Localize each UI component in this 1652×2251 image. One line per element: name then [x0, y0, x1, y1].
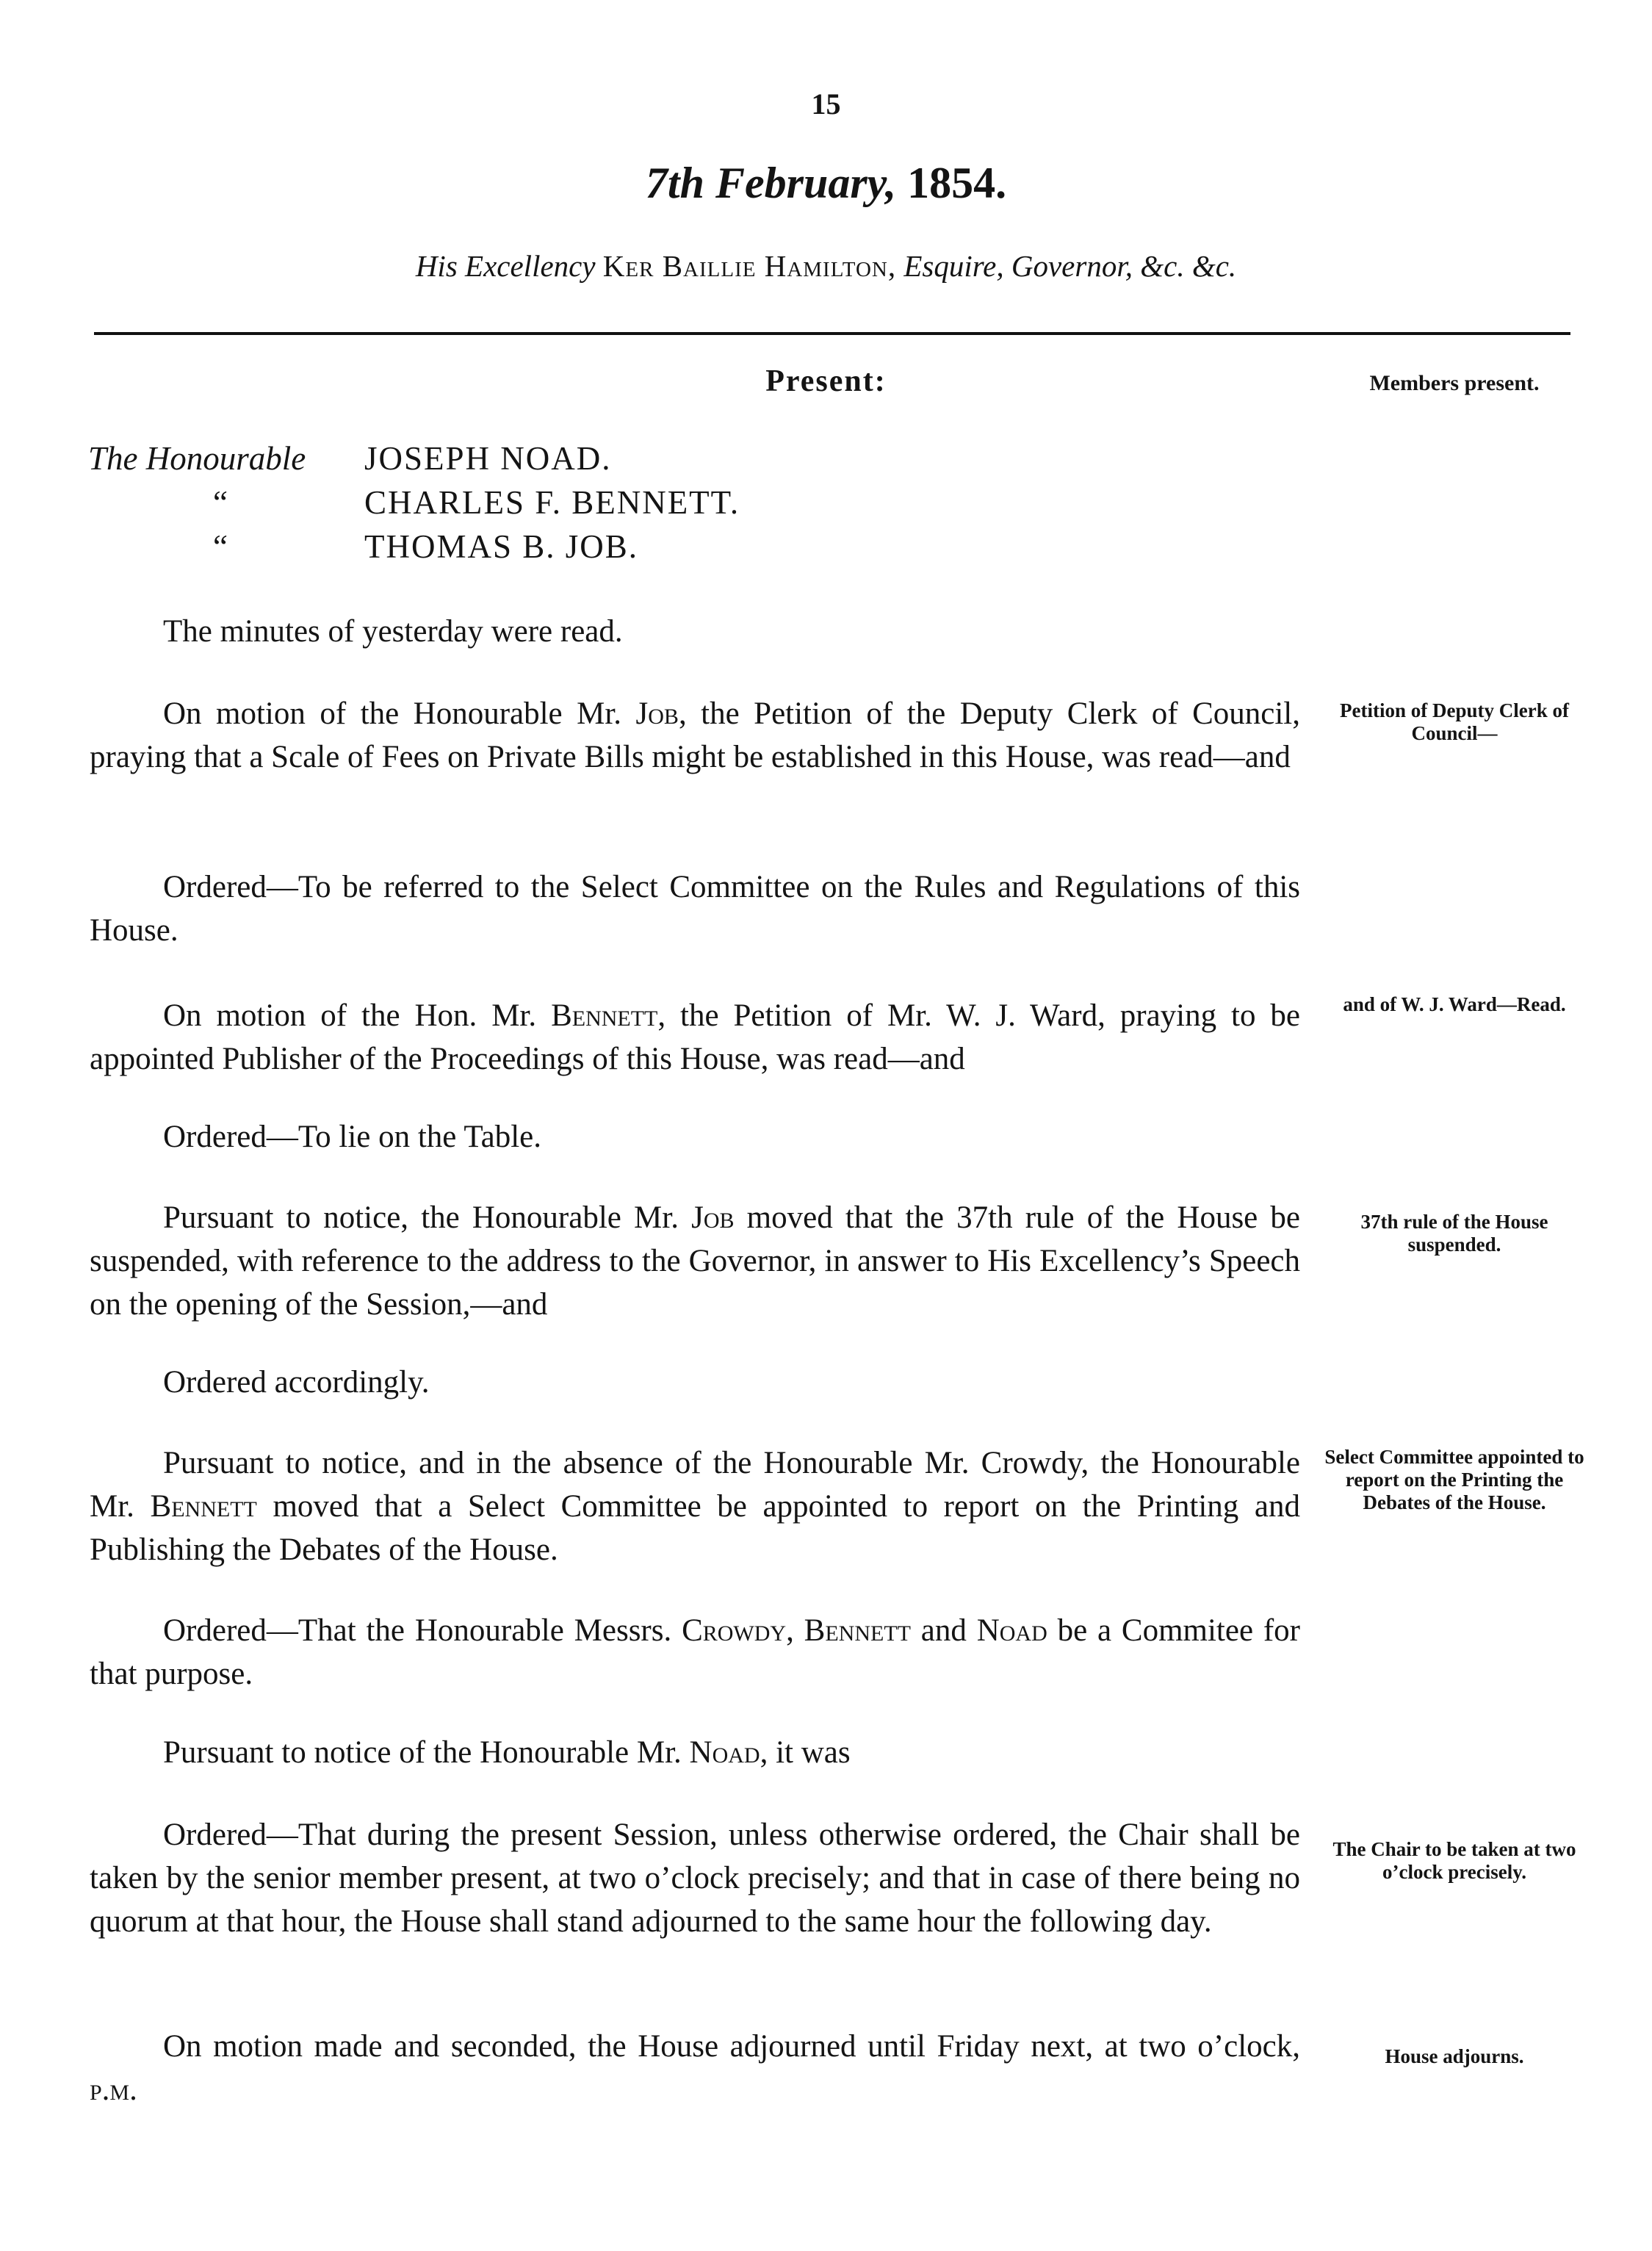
- margin-note-house-adjourns: House adjourns.: [1385, 2045, 1524, 2067]
- paragraph-text: ,: [786, 1613, 804, 1648]
- member-row: [88, 525, 1337, 569]
- paragraph-text: , the Petition of the Deputy Clerk of Council, praying that a Scale of Fees on Private Bills might be established in this House, was read—and: [90, 696, 1300, 774]
- paragraph-text: Ordered—To lie on the Table.: [163, 1120, 541, 1154]
- sitting-date-year: 1854.: [907, 159, 1007, 207]
- paragraph-text: and: [910, 1613, 977, 1648]
- margin-note-ward-read: and of W. J. Ward—Read.: [1343, 993, 1566, 1015]
- page-number: 15: [811, 87, 841, 120]
- member-name: CHARLES F. BENNETT.: [364, 484, 740, 521]
- paragraph-text: moved that a Select Committee be appointed to report on the Printing and Publishing the Debates of the House.: [90, 1489, 1300, 1567]
- rule-suspended-paragraph: [90, 1196, 1300, 1326]
- member-surname: Crowdy: [682, 1613, 787, 1648]
- member-surname: Bennett: [551, 998, 658, 1033]
- header-rule: [94, 332, 1570, 335]
- member-row: [88, 436, 1337, 480]
- ordered-referred-paragraph: [90, 865, 1300, 952]
- ordered-accordingly-paragraph: [90, 1361, 1300, 1404]
- ditto-mark: “: [213, 484, 228, 521]
- governor-line: [0, 248, 1652, 284]
- member-surname: Noad: [689, 1735, 760, 1770]
- member-surname: Bennett: [804, 1613, 911, 1648]
- paragraph-text: be a Commitee for that purpose.: [90, 1613, 1300, 1691]
- ditto-mark: “: [213, 528, 228, 565]
- paragraph-text: Pursuant to notice, and in the absence of the Honourable Mr. Crowdy, the Honourable Mr.: [90, 1446, 1300, 1524]
- member-prefix: The Honourable: [88, 440, 306, 477]
- member-surname: Job: [691, 1200, 735, 1235]
- member-surname: Noad: [976, 1613, 1047, 1648]
- adjournment-paragraph: [90, 2025, 1300, 2111]
- paragraph-text: Ordered accordingly.: [163, 1365, 430, 1400]
- paragraph-text: moved that the 37th rule of the House be suspended, with reference to the address to the Governor, in answer to His Excellency’s Speech on the opening of the Session,—and: [90, 1200, 1301, 1322]
- minutes-paragraph: [90, 610, 1300, 653]
- margin-note-chair-taken: The Chair to be taken at two o’clock precisely.: [1332, 1838, 1576, 1883]
- paragraph-text: On motion of the Hon. Mr.: [163, 998, 552, 1033]
- member-surname: Bennett: [150, 1489, 257, 1524]
- paragraph-text: On motion of the Honourable Mr.: [163, 696, 636, 731]
- paragraph-text: Pursuant to notice, the Honourable Mr.: [163, 1200, 692, 1235]
- margin-note-select-committee: Select Committee appointed to report on the Printing the Debates of the House.: [1324, 1446, 1584, 1513]
- time-suffix: p.m.: [90, 2072, 137, 2107]
- margin-note-rule-suspended: 37th rule of the House suspended.: [1360, 1211, 1548, 1256]
- member-name: THOMAS B. JOB.: [364, 528, 639, 565]
- paragraph-text: Ordered—That during the present Session, unless otherwise ordered, the Chair shall be taken by the senior member present, at two o’clock precisely; and that in case of there being no quorum at that hour, the House shall stand adjourned to the same hour the following day.: [90, 1818, 1300, 1939]
- member-row: [88, 480, 1337, 525]
- governor-name: Ker Baillie Hamilton,: [602, 249, 897, 283]
- margin-note-petition-clerk: Petition of Deputy Clerk of Council—: [1340, 699, 1569, 744]
- present-heading: Present:: [765, 364, 887, 398]
- ordered-lie-table-paragraph: [90, 1115, 1300, 1159]
- paragraph-text: Pursuant to notice of the Honourable Mr.: [163, 1735, 690, 1770]
- sitting-date-day: 7th February,: [645, 159, 897, 207]
- paragraph-text: Ordered—That the Honourable Messrs.: [163, 1613, 682, 1648]
- paragraph-text: The minutes of yesterday were read.: [163, 614, 623, 649]
- petition-clerk-paragraph: [90, 692, 1300, 779]
- paragraph-text: Ordered—To be referred to the Select Committee on the Rules and Regulations of this House.: [90, 870, 1300, 948]
- paragraph-text: On motion made and seconded, the House adjourned until Friday next, at two o’clock,: [163, 2029, 1300, 2064]
- member-surname: Job: [635, 696, 679, 731]
- select-committee-paragraph: [90, 1441, 1300, 1571]
- petition-ward-paragraph: [90, 994, 1300, 1081]
- governor-prefix: His Excellency: [415, 249, 596, 283]
- paragraph-text: , the Petition of Mr. W. J. Ward, praying to be appointed Publisher of the Proceedings of this House, was read—and: [90, 998, 1300, 1076]
- member-name: JOSEPH NOAD.: [364, 440, 612, 477]
- committee-members-paragraph: [90, 1609, 1300, 1696]
- paragraph-text: , it was: [760, 1735, 851, 1770]
- governor-suffix: Esquire, Governor, &c. &c.: [903, 249, 1237, 283]
- notice-noad-paragraph: [90, 1731, 1300, 1774]
- sitting-date: [0, 158, 1652, 209]
- margin-note-members-present: Members present.: [1369, 371, 1540, 395]
- chair-order-paragraph: [90, 1813, 1300, 1943]
